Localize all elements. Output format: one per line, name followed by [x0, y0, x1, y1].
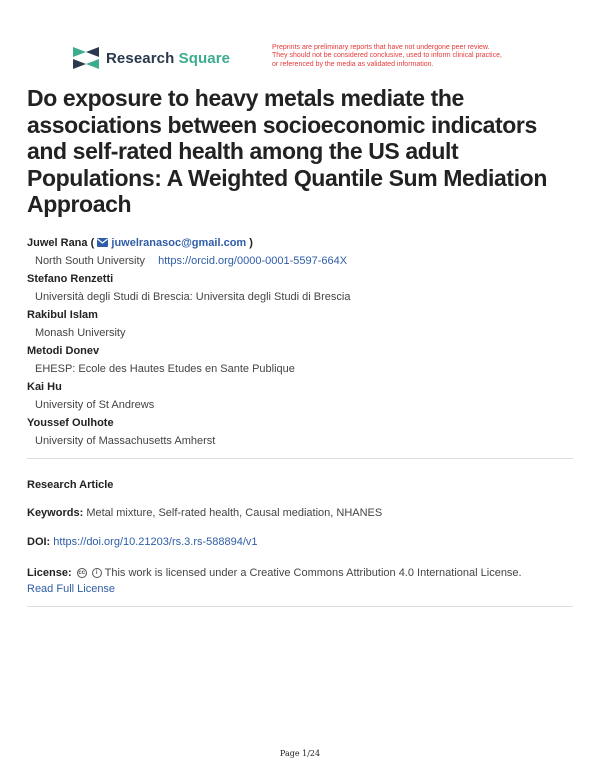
keywords-row — [27, 505, 577, 521]
doi-row — [27, 534, 577, 550]
author-affiliation: University of St Andrews — [35, 399, 155, 411]
preprint-notice-line: Preprints are preliminary reports that have not undergone peer review. — [272, 44, 490, 51]
article-type — [27, 477, 577, 493]
orcid-link[interactable]: https://orcid.org/0000-0001-5597-664X — [158, 255, 348, 267]
author-name: Metodi Donev — [27, 345, 100, 357]
keywords-text: Metal mixture, Self-rated health, Causal mediation, NHANES — [86, 507, 383, 519]
author-affiliation: EHESP: Ecole des Hautes Etudes en Sante Publique — [35, 363, 295, 375]
author-email-wrapper: ( juwelranasoc@gmail.com ) — [90, 237, 253, 249]
author-affiliation: University of Massachusetts Amherst — [35, 435, 216, 447]
preprint-notice-line: They should not be considered conclusive, used to inform clinical practice, — [272, 52, 502, 60]
logo-wordmark-square: Square — [178, 49, 231, 67]
author-list — [27, 234, 577, 450]
preprint-notice — [272, 44, 572, 69]
doi-link[interactable]: https://doi.org/10.21203/rs.3.rs-588894/v1 — [53, 536, 258, 548]
paper-title: Do exposure to heavy metals mediate the associations between socioeconomic indicators and self-rated health among the US adult Populations: A Weighted Quantile Sum Mediation Approach — [27, 85, 547, 217]
author-email-link[interactable]: juwelranasoc@gmail.com — [111, 237, 247, 249]
author-affiliation-text: North South University — [35, 255, 146, 267]
page-number: Page 1/24 — [279, 749, 321, 758]
article-type-text: Research Article — [27, 479, 114, 491]
author-name-text: Juwel Rana — [27, 237, 88, 249]
license-text: This work is licensed under a Creative Commons Attribution 4.0 International License. — [104, 567, 522, 579]
author-name — [27, 234, 577, 252]
logo-wordmark-research: Research — [106, 49, 175, 67]
research-square-logo-icon — [73, 47, 99, 69]
license-label: License: — [27, 567, 72, 579]
license-row — [27, 565, 577, 597]
attribution-icon: i — [92, 568, 102, 578]
author-affiliation: Monash University — [35, 327, 126, 339]
section-divider — [27, 458, 573, 459]
author-affiliation — [27, 252, 577, 270]
author-affiliation: Università degli Studi di Brescia: Universita degli Studi di Brescia — [35, 291, 351, 303]
doi-label: DOI: — [27, 536, 51, 548]
mail-icon — [97, 238, 108, 247]
preprint-notice-line: or referenced by the media as validated information. — [272, 60, 434, 68]
section-divider — [27, 606, 573, 607]
research-square-logo[interactable] — [73, 47, 230, 69]
read-full-license-link[interactable]: Read Full License — [27, 583, 116, 595]
logo-wordmark — [106, 50, 230, 67]
author-name: Rakibul Islam — [27, 309, 98, 321]
creative-commons-icon: cc — [78, 570, 86, 576]
author-name: Kai Hu — [27, 381, 62, 393]
author-name: Youssef Oulhote — [27, 417, 114, 429]
author-name: Stefano Renzetti — [27, 273, 114, 285]
keywords-label: Keywords: — [27, 507, 84, 519]
